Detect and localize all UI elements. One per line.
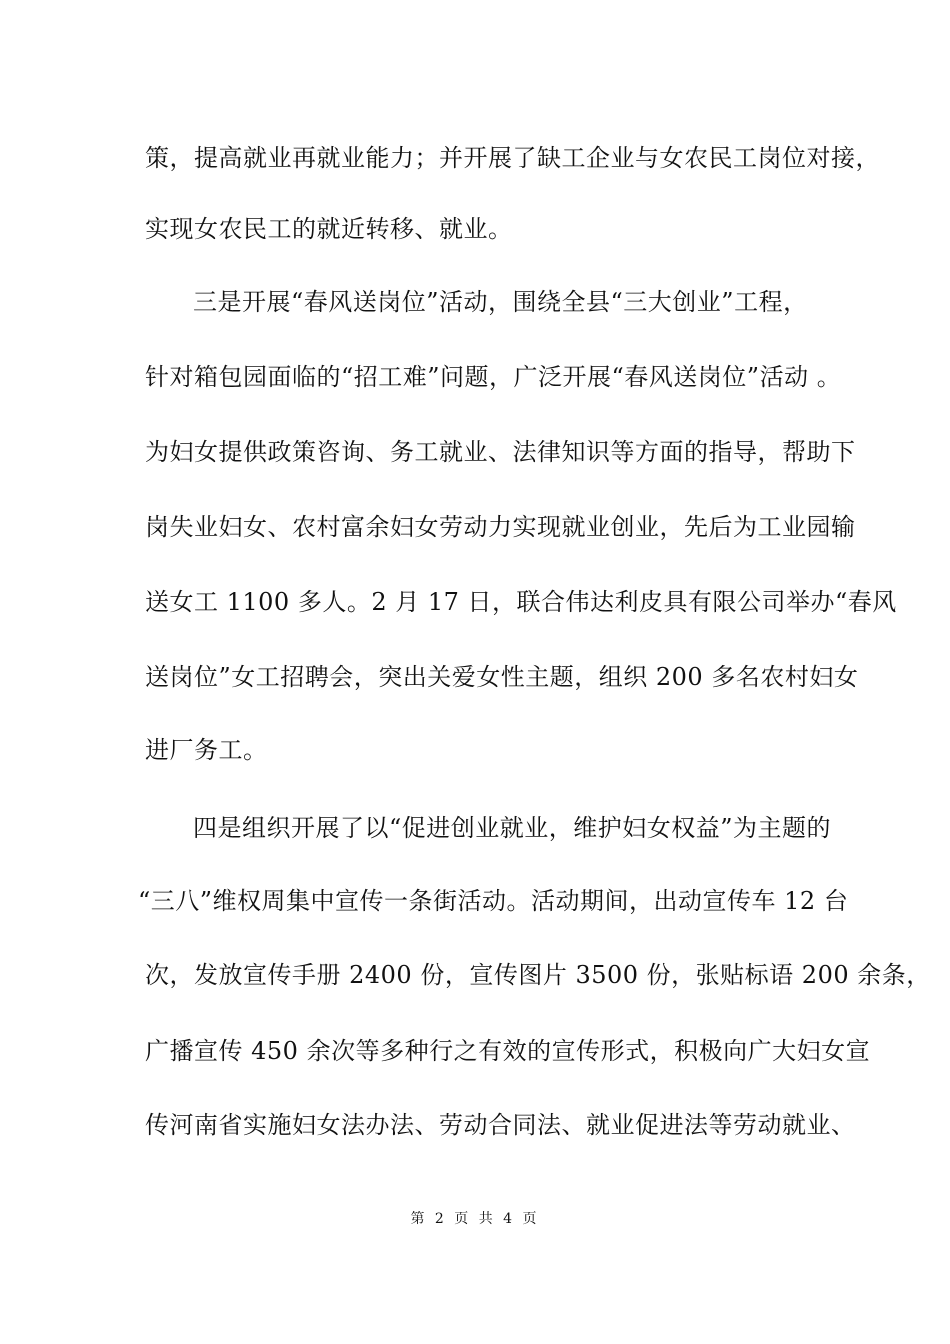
text-line-12: 次，发放宣传手册 2400 份，宣传图片 3500 份，张贴标语 200 余条， [145,961,931,989]
text-line-2: 实现女农民工的就近转移、就业。 [145,215,513,243]
text-line-9: 进厂务工。 [145,736,268,764]
text-line-10: 四是组织开展了以“促进创业就业，维护妇女权益”为主题的 [193,814,832,842]
page-footer [0,1208,950,1228]
text-line-6: 岗失业妇女、农村富余妇女劳动力实现就业创业，先后为工业园输 [145,513,856,541]
text-line-3: 三是开展“春风送岗位”活动，围绕全县“三大创业”工程， [193,288,808,316]
text-line-14: 传河南省实施妇女法办法、劳动合同法、就业促进法等劳动就业、 [145,1111,856,1139]
text-line-13: 广播宣传 450 余次等多种行之有效的宣传形式，积极向广大妇女宣 [145,1037,871,1065]
text-line-8: 送岗位”女工招聘会，突出关爱女性主题，组织 200 多名农村妇女 [145,663,859,691]
text-line-5: 为妇女提供政策咨询、务工就业、法律知识等方面的指导，帮助下 [145,438,856,466]
text-line-1: 策，提高就业再就业能力；并开展了缺工企业与女农民工岗位对接， [145,144,880,172]
text-line-7: 送女工 1100 多人。2 月 17 日，联合伟达利皮具有限公司举办“春风 [145,588,897,616]
text-line-4: 针对箱包园面临的“招工难”问题，广泛开展“春风送岗位”活动 。 [145,363,842,391]
text-line-11: “三八”维权周集中宣传一条街活动。活动期间，出动宣传车 12 台 [138,887,849,915]
page-number-label: 第 2 页 共 4 页 [410,1211,540,1227]
